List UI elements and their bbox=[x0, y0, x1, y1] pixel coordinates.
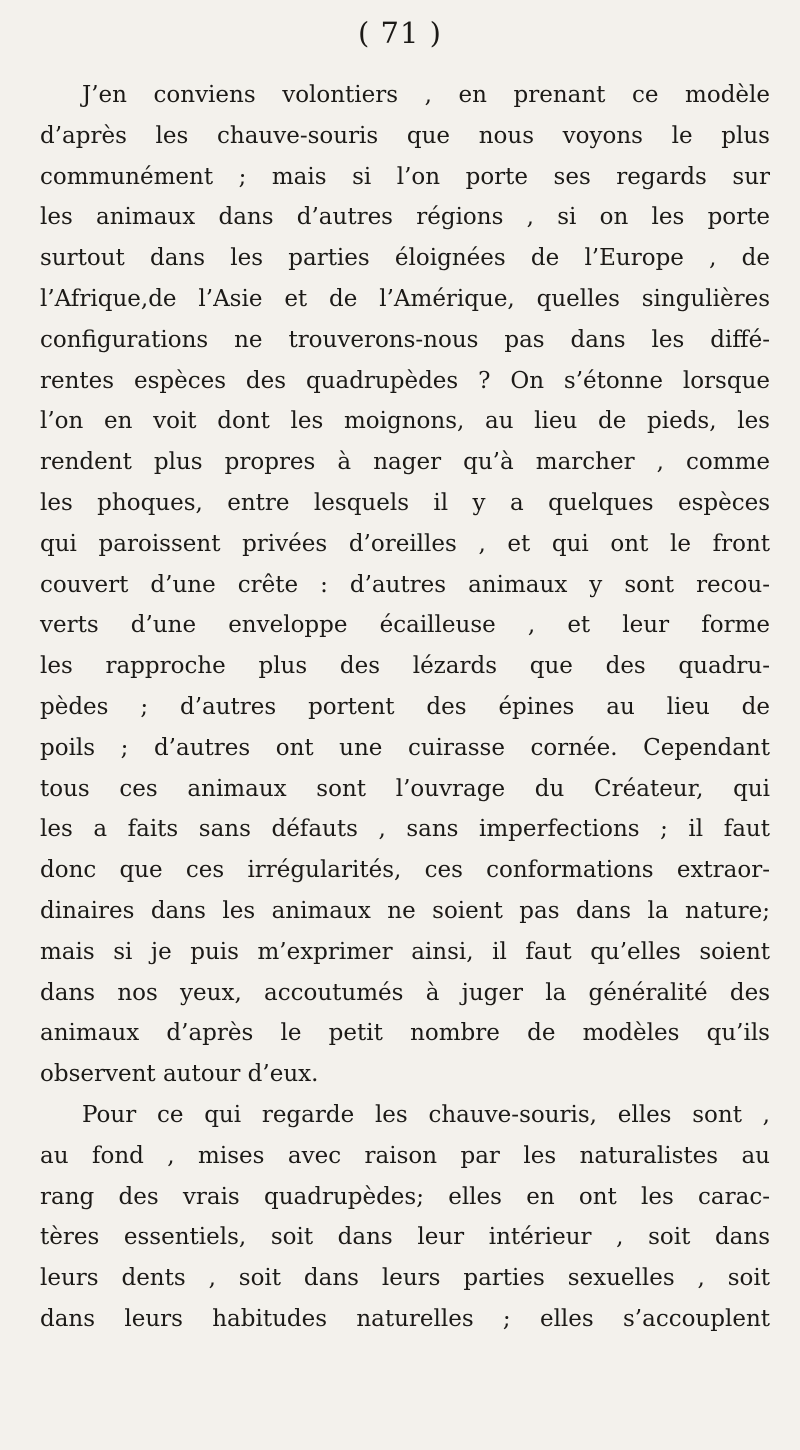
text-line: qui paroissent privées d’oreilles , et qui ont le front bbox=[40, 530, 770, 557]
paragraph-2 bbox=[40, 1095, 770, 1340]
text-line: tères essentiels, soit dans leur intérieur , soit dans bbox=[40, 1224, 770, 1251]
text-line: les animaux dans d’autres régions , si on les porte bbox=[40, 204, 770, 231]
text-line: configurations ne trouverons-nous pas dans les diffé- bbox=[40, 326, 770, 353]
text-line: les phoques, entre lesquels il y a quelques espèces bbox=[40, 489, 770, 516]
text-line: dans nos yeux, accoutumés à juger la généralité des bbox=[40, 979, 770, 1006]
text-line: d’après les chauve-souris que nous voyons le plus bbox=[40, 122, 770, 149]
text-line: observent autour d’eux. bbox=[40, 1061, 319, 1088]
text-line: rentes espèces des quadrupèdes ? On s’étonne lorsque bbox=[40, 367, 770, 394]
body-text bbox=[40, 75, 770, 1340]
text-line: leurs dents , soit dans leurs parties sexuelles , soit bbox=[40, 1265, 770, 1292]
text-line: les a faits sans défauts , sans imperfections ; il faut bbox=[40, 816, 770, 843]
text-line: communément ; mais si l’on porte ses regards sur bbox=[40, 163, 770, 190]
text-line: pèdes ; d’autres portent des épines au lieu de bbox=[40, 693, 770, 720]
text-line: au fond , mises avec raison par les naturalistes au bbox=[40, 1142, 770, 1169]
text-line: dans leurs habitudes naturelles ; elles s’accouplent bbox=[40, 1305, 770, 1332]
text-line: rendent plus propres à nager qu’à marcher , comme bbox=[40, 449, 770, 476]
text-line: verts d’une enveloppe écailleuse , et leur forme bbox=[40, 612, 770, 639]
text-line: les rapproche plus des lézards que des quadru- bbox=[40, 653, 770, 680]
text-line: animaux d’après le petit nombre de modèles qu’ils bbox=[40, 1020, 770, 1047]
text-line: rang des vrais quadrupèdes; elles en ont les carac- bbox=[40, 1183, 770, 1210]
page-number: ( 71 ) bbox=[358, 16, 442, 50]
text-line: surtout dans les parties éloignées de l’Europe , de bbox=[40, 245, 770, 272]
text-line: mais si je puis m’exprimer ainsi, il faut qu’elles soient bbox=[40, 938, 770, 965]
paragraph-1 bbox=[40, 75, 770, 1095]
text-line: tous ces animaux sont l’ouvrage du Créateur, qui bbox=[40, 775, 770, 802]
text-line: Pour ce qui regarde les chauve-souris, elles sont , bbox=[82, 1101, 770, 1128]
text-line: couvert d’une crête : d’autres animaux y sont recou- bbox=[40, 571, 770, 598]
text-line: l’on en voit dont les moignons, au lieu de pieds, les bbox=[40, 408, 770, 435]
text-line: dinaires dans les animaux ne soient pas dans la nature; bbox=[40, 897, 770, 924]
text-line: poils ; d’autres ont une cuirasse cornée. Cependant bbox=[40, 734, 770, 761]
text-line: l’Afrique,de l’Asie et de l’Amérique, quelles singulières bbox=[40, 285, 770, 312]
text-line: donc que ces irrégularités, ces conformations extraor- bbox=[40, 857, 770, 884]
text-line: J’en conviens volontiers , en prenant ce modèle bbox=[82, 82, 770, 108]
